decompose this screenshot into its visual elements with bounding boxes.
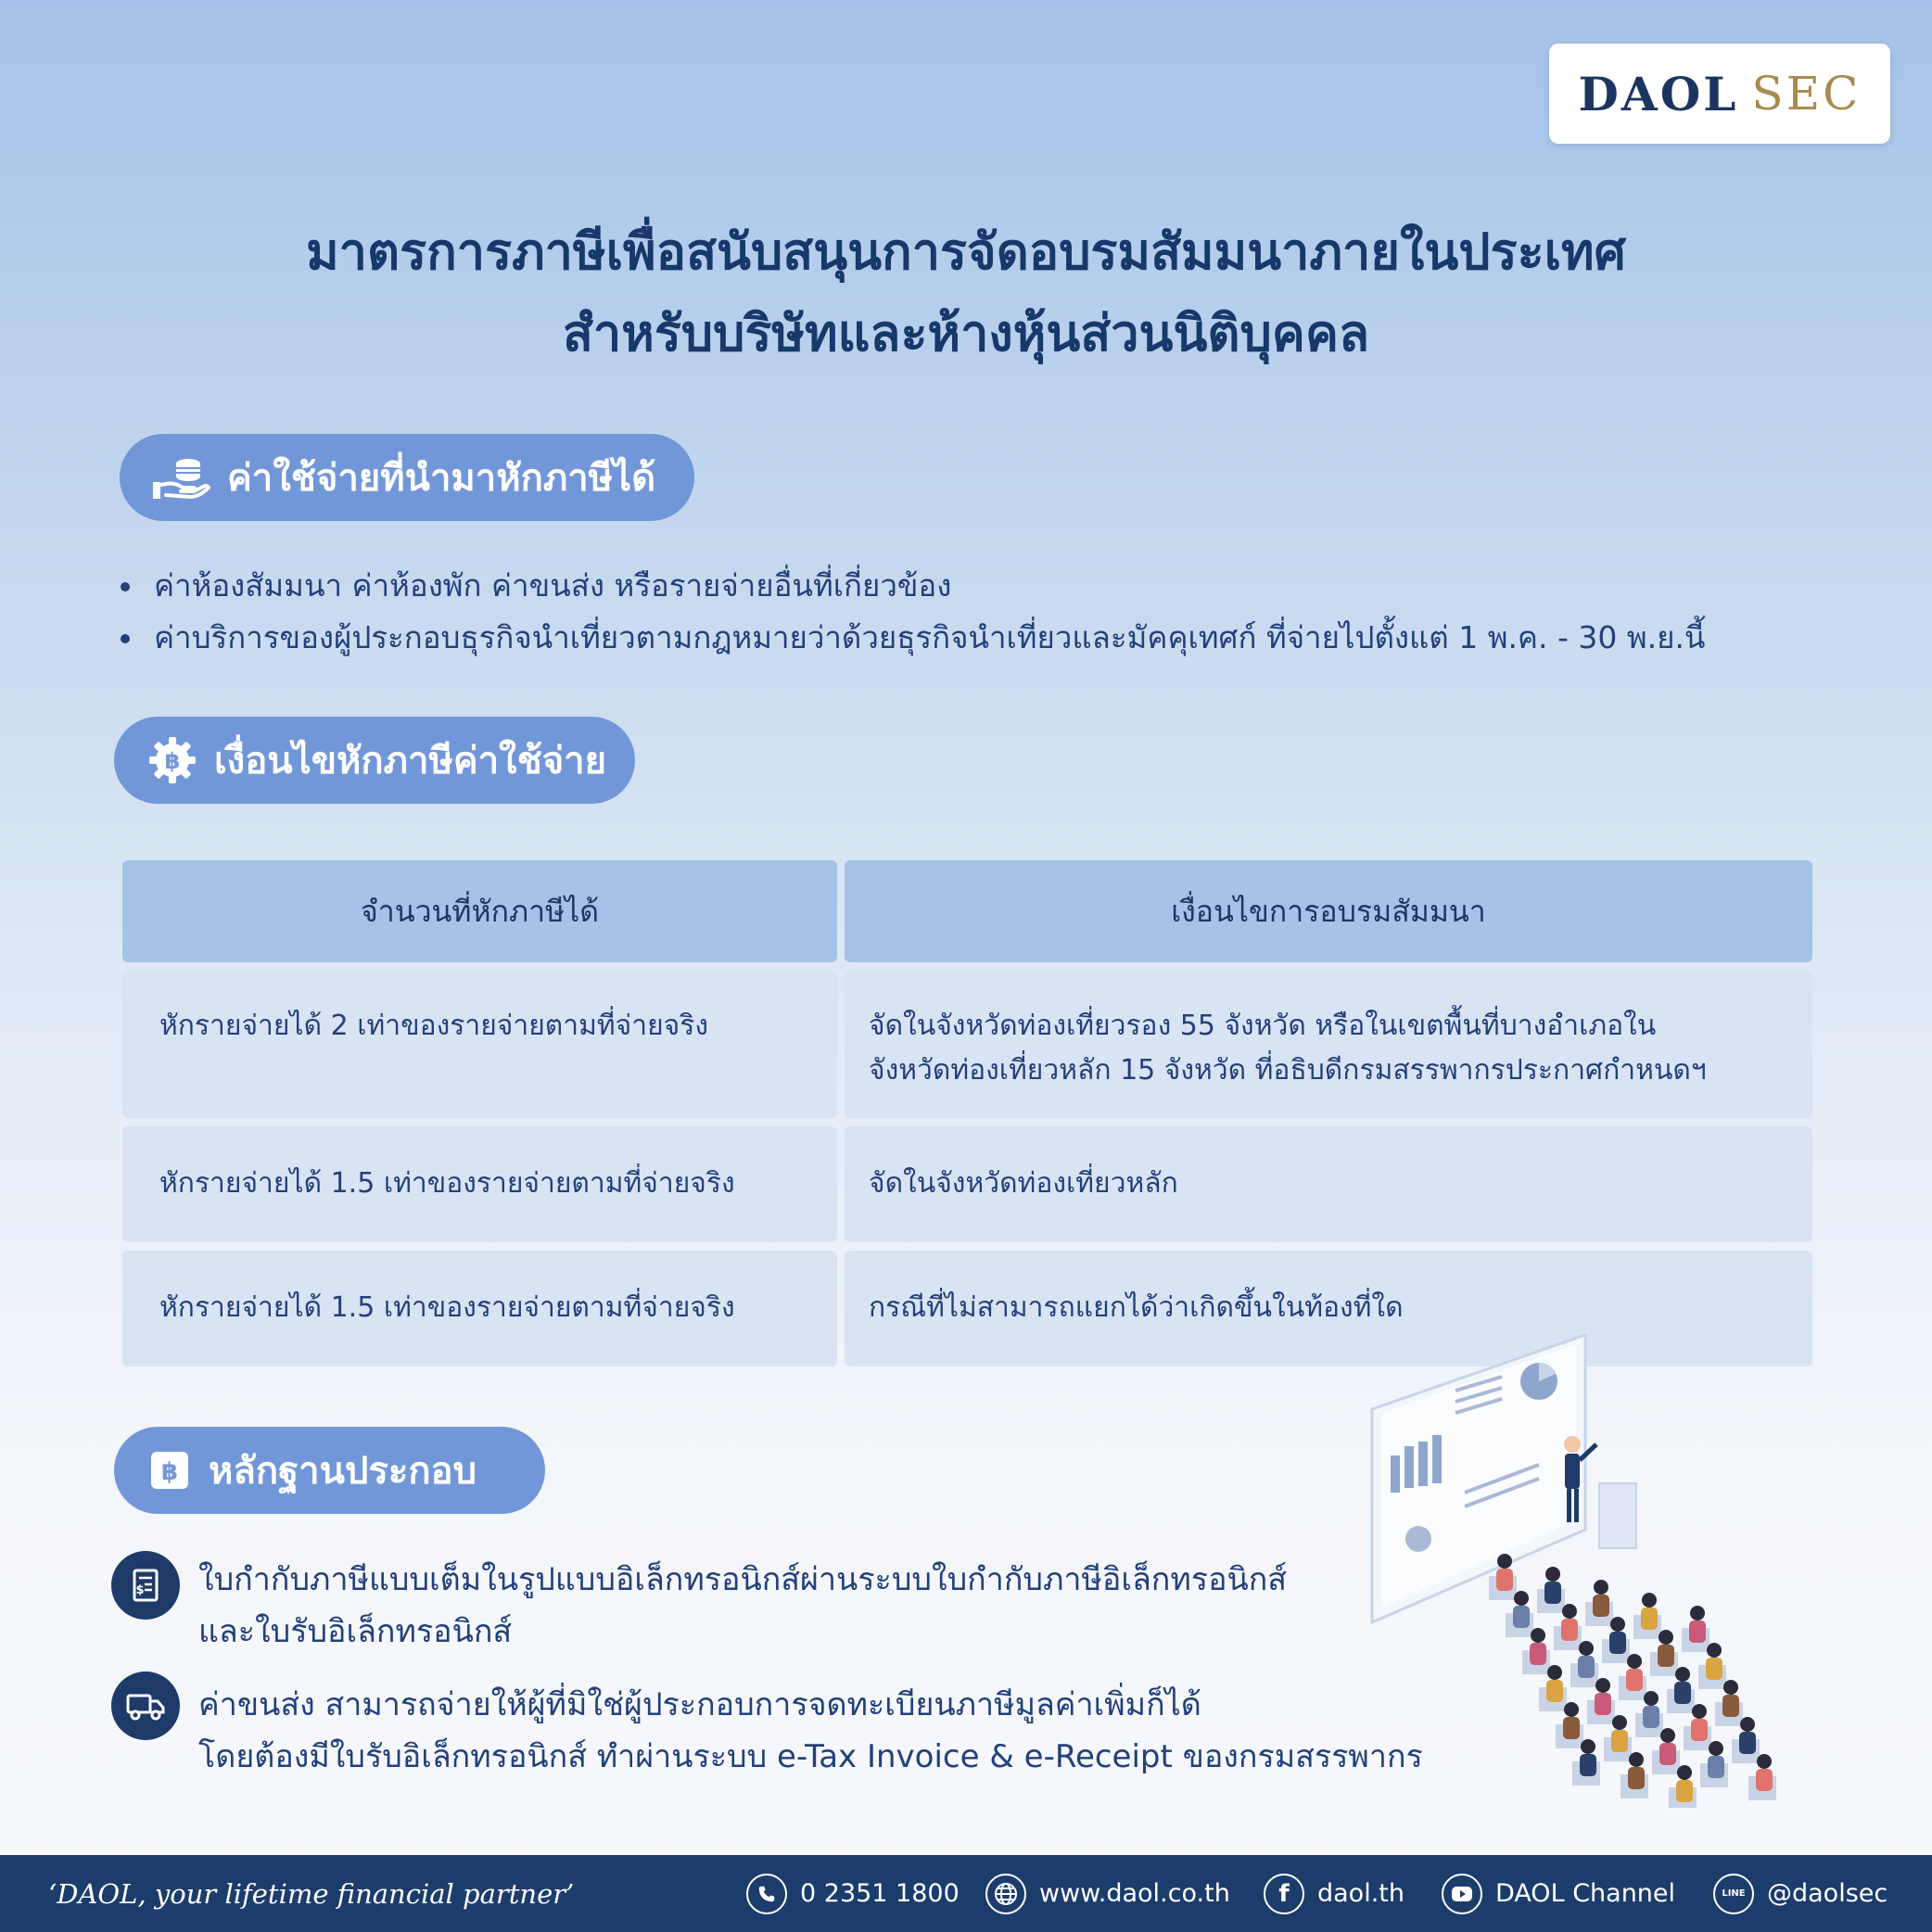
baht-document-icon bbox=[147, 1448, 192, 1493]
footer-phone-text: 0 2351 1800 bbox=[800, 1879, 960, 1908]
list-item: ค่าบริการของผู้ประกอบธุรกิจนำเที่ยวตามกฎหมายว่าด้วยธุรกิจนำเที่ยวและมัคคุเทศก์ ที่จ่ายไปตั้งแต่ 1 พ.ค. - 30 พ.ย.นี้ bbox=[119, 612, 1706, 664]
section-supporting-evidence-heading bbox=[114, 1427, 545, 1514]
footer-tagline: ‘DAOL, your lifetime financial partner’ bbox=[48, 1877, 575, 1910]
section2-heading-text: เงื่อนไขหักภาษีค่าใช้จ่าย bbox=[214, 740, 607, 782]
table-cell-line2: จังหวัดท่องเที่ยวหลัก 15 จังหวัด ที่อธิบดีกรมสรรพากรประกาศกำหนดฯ bbox=[869, 1054, 1707, 1087]
footer-phone[interactable] bbox=[746, 1874, 960, 1914]
table-cell: หักรายจ่ายได้ 1.5 เท่าของรายจ่ายตามที่จ่ายจริง bbox=[159, 1167, 735, 1200]
evidence-item-1-line2: และใบรับอิเล็กทรอนิกส์ bbox=[198, 1613, 513, 1650]
invoice-icon bbox=[111, 1551, 180, 1620]
table-header-condition: เงื่อนไขการอบรมสัมมนา bbox=[845, 860, 1812, 962]
youtube-icon bbox=[1442, 1874, 1482, 1914]
list-item: ค่าห้องสัมมนา ค่าห้องพัก ค่าขนส่ง หรือรายจ่ายอื่นที่เกี่ยวข้อง bbox=[119, 560, 1706, 612]
facebook-icon: f bbox=[1264, 1874, 1304, 1914]
deductible-expenses-list bbox=[119, 560, 1706, 664]
table-row-2-condition bbox=[845, 1126, 1812, 1242]
svg-text:฿: ฿ bbox=[160, 1458, 179, 1486]
evidence-item-2-line2: โดยต้องมีใบรับอิเล็กทรอนิกส์ ทำผ่านระบบ e-Tax Invoice & e-Receipt ของกรมสรรพากร bbox=[198, 1738, 1423, 1775]
coins-hand-icon bbox=[153, 454, 210, 501]
seminar-illustration bbox=[1354, 1326, 1873, 1808]
footer-facebook[interactable] bbox=[1264, 1874, 1405, 1914]
section-deductible-expenses-heading bbox=[120, 434, 694, 521]
evidence-item-2-line1: ค่าขนส่ง สามารถจ่ายให้ผู้ที่มิใช่ผู้ประกอบการจดทะเบียนภาษีมูลค่าเพิ่มก็ได้ bbox=[198, 1686, 1201, 1723]
svg-text:$: $ bbox=[135, 1583, 145, 1597]
daol-sec-logo bbox=[1549, 44, 1890, 144]
evidence-item-2 bbox=[198, 1679, 1423, 1783]
line-icon: LINE bbox=[1713, 1874, 1754, 1914]
logo-part1: DAOL bbox=[1578, 66, 1739, 121]
svg-text:฿: ฿ bbox=[164, 748, 181, 774]
table-row-3-amount bbox=[122, 1251, 837, 1366]
footer-youtube[interactable] bbox=[1442, 1874, 1675, 1914]
phone-icon bbox=[746, 1874, 787, 1914]
footer-website-text: www.daol.co.th bbox=[1039, 1879, 1230, 1908]
footer-line-text: @daolsec bbox=[1767, 1879, 1888, 1908]
gear-baht-icon bbox=[147, 735, 197, 785]
evidence-item-1-line1: ใบกำกับภาษีแบบเต็มในรูปแบบอิเล็กทรอนิกส์ผ่านระบบใบกำกับภาษีอิเล็กทรอนิกส์ bbox=[198, 1561, 1288, 1598]
table-row-1-condition bbox=[845, 971, 1812, 1118]
section3-heading-text: หลักฐานประกอบ bbox=[209, 1450, 477, 1493]
table-header-amount: จำนวนที่หักภาษีได้ bbox=[122, 860, 837, 962]
footer-bar bbox=[0, 1855, 1932, 1932]
table-row-1-amount bbox=[122, 971, 837, 1118]
footer-line[interactable] bbox=[1713, 1874, 1888, 1914]
table-cell-line1: จัดในจังหวัดท่องเที่ยวรอง 55 จังหวัด หรือในเขตพื้นที่บางอำเภอใน bbox=[869, 1010, 1657, 1042]
page-title-line2: สำหรับบริษัทและห้างหุ้นส่วนนิติบุคคล bbox=[562, 304, 1370, 362]
globe-icon bbox=[985, 1874, 1026, 1914]
section1-heading-text: ค่าใช้จ่ายที่นำมาหักภาษีได้ bbox=[227, 457, 656, 500]
table-cell: หักรายจ่ายได้ 2 เท่าของรายจ่ายตามที่จ่ายจริง bbox=[159, 1010, 709, 1042]
footer-youtube-text: DAOL Channel bbox=[1495, 1879, 1676, 1908]
logo-part2: SEC bbox=[1751, 67, 1862, 121]
table-cell: กรณีที่ไม่สามารถแยกได้ว่าเกิดขึ้นในท้องที่ใด bbox=[869, 1291, 1404, 1324]
evidence-item-1 bbox=[198, 1554, 1287, 1658]
section-deduction-conditions-heading bbox=[114, 717, 635, 804]
page-title-line1: มาตรการภาษีเพื่อสนับสนุนการจัดอบรมสัมมนาภายในประเทศ bbox=[306, 222, 1626, 281]
footer-website[interactable] bbox=[985, 1874, 1230, 1914]
table-cell: หักรายจ่ายได้ 1.5 เท่าของรายจ่ายตามที่จ่ายจริง bbox=[159, 1291, 735, 1324]
table-row-2-amount bbox=[122, 1126, 837, 1242]
footer-facebook-text: daol.th bbox=[1317, 1879, 1405, 1908]
table-cell: จัดในจังหวัดท่องเที่ยวหลัก bbox=[869, 1167, 1178, 1200]
truck-icon bbox=[111, 1671, 180, 1740]
